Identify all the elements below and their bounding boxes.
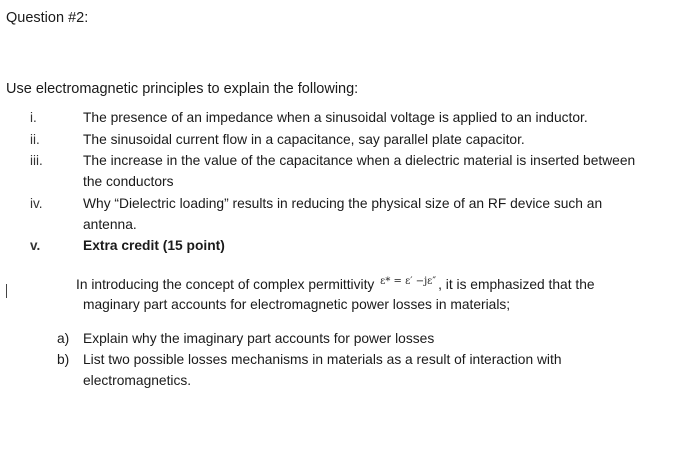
item-number: v.	[30, 238, 41, 253]
extra-credit-text-after: , it is emphasized that the	[438, 277, 595, 292]
subitem-label: a)	[57, 331, 70, 346]
extra-credit-line-1	[76, 276, 595, 292]
item-text: The sinusoidal current flow in a capacitance, say parallel plate capacitor.	[83, 132, 525, 147]
subitem-text-continued: electromagnetics.	[83, 373, 192, 388]
instruction-text: Use electromagnetic principles to explain the following:	[6, 81, 359, 97]
extra-credit-line-2: maginary part accounts for electromagnetic power losses in materials;	[83, 297, 511, 312]
item-text: The increase in the value of the capacitance when a dielectric material is inserted between	[83, 153, 636, 168]
extra-credit-text: In introducing the concept of complex permittivity	[76, 277, 375, 292]
item-text-continued: the conductors	[83, 174, 174, 189]
complex-permittivity-formula: ε* = ε′ −jε″	[380, 276, 437, 287]
item-number: iii.	[30, 153, 43, 168]
item-text: Why “Dielectric loading” results in reducing the physical size of an RF device such an	[83, 196, 603, 211]
item-text: The presence of an impedance when a sinusoidal voltage is applied to an inductor.	[83, 110, 588, 125]
extra-credit-heading: Extra credit (15 point)	[83, 238, 225, 253]
question-title: Question #2:	[6, 10, 89, 26]
text-cursor	[6, 284, 7, 298]
subitem-text: Explain why the imaginary part accounts for power losses	[83, 331, 435, 346]
subitem-label: b)	[57, 352, 70, 367]
item-number: i.	[30, 110, 37, 125]
item-number: ii.	[30, 132, 40, 147]
subitem-text: List two possible losses mechanisms in materials as a result of interaction with	[83, 352, 562, 367]
item-text-continued: antenna.	[83, 217, 137, 232]
item-number: iv.	[30, 196, 43, 211]
